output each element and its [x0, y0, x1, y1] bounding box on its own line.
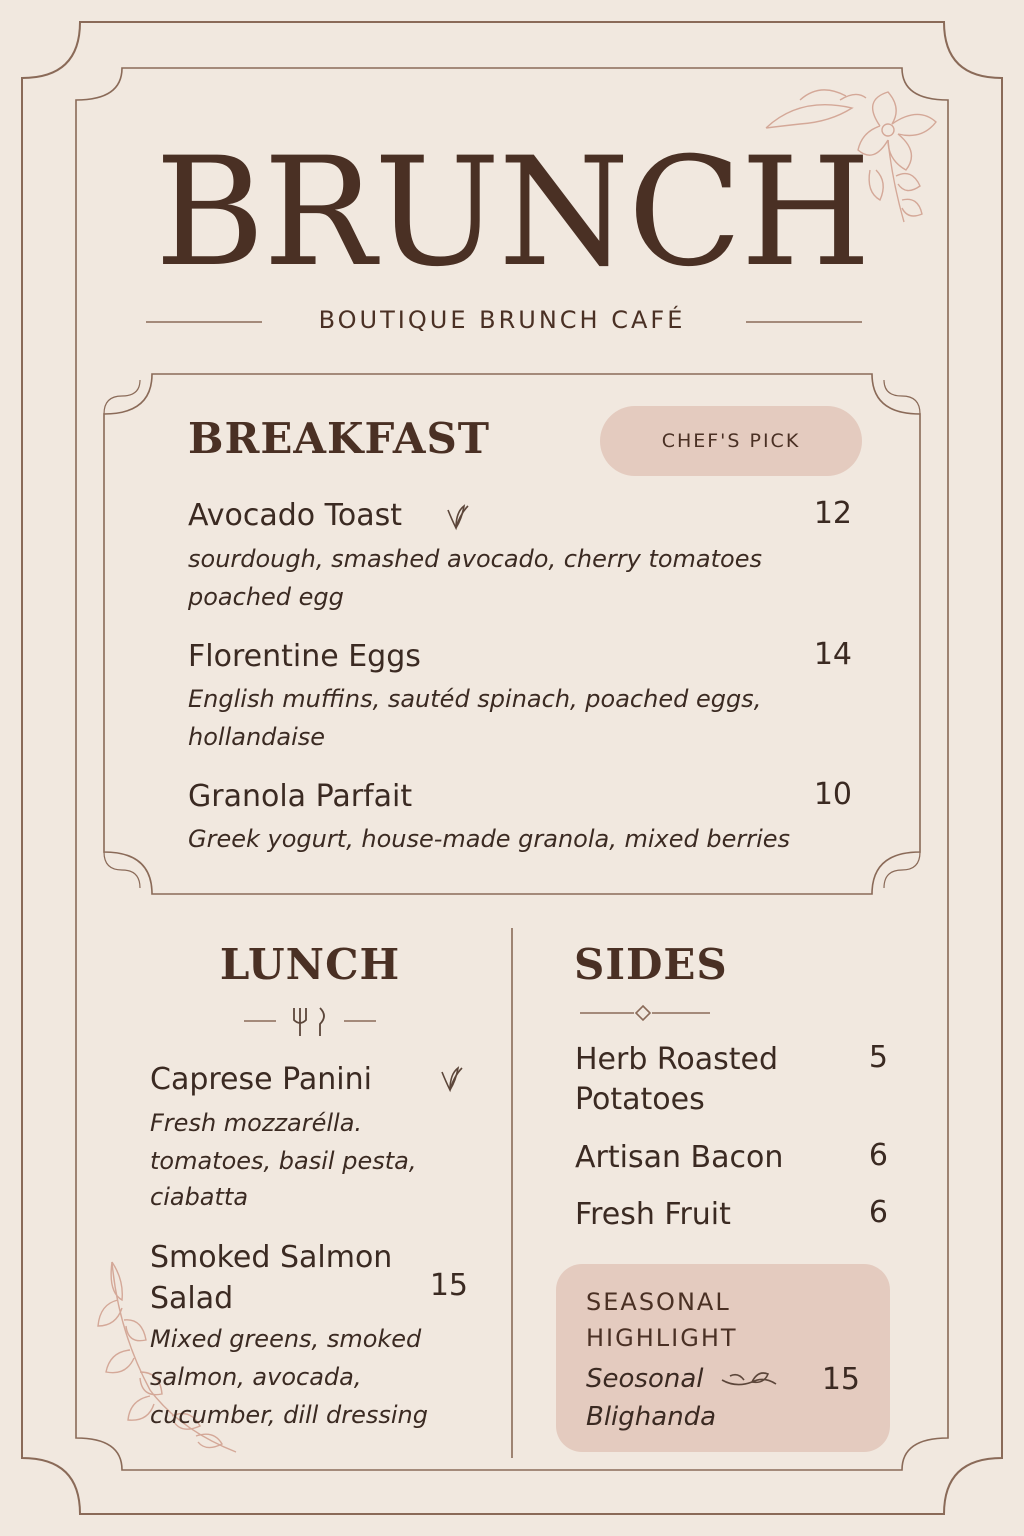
- item-name: Avocado Toast: [188, 498, 403, 533]
- item-price: 6: [868, 1138, 888, 1173]
- sides-heading: SIDES: [574, 940, 728, 989]
- page-title: BRUNCH: [154, 126, 870, 300]
- item-description: tomatoes, basil pesta,: [150, 1147, 417, 1175]
- item-price: 15: [821, 1362, 860, 1397]
- vegetarian-leaf-icon: [448, 506, 468, 528]
- seasonal-label: HIGHLIGHT: [586, 1324, 738, 1352]
- item-description: sourdough, smashed avocado, cherry tomatoes: [188, 545, 762, 573]
- item-description: ciabatta: [150, 1183, 249, 1211]
- seasonal-label: SEASONAL: [586, 1288, 731, 1316]
- item-price: 14: [813, 637, 852, 672]
- chefs-pick-badge: CHEF'S PICK: [600, 406, 862, 476]
- item-description: salmon, avocada,: [150, 1363, 362, 1391]
- item-price: 10: [813, 777, 852, 812]
- item-price: 6: [868, 1195, 888, 1230]
- item-name: Salad: [150, 1281, 234, 1316]
- cutlery-icon: [294, 1008, 324, 1036]
- garnish-leaf-icon: [720, 1366, 784, 1396]
- subtitle: BOUTIQUE BRUNCH CAFÉ: [318, 306, 686, 334]
- breakfast-heading: BREAKFAST: [188, 414, 491, 463]
- item-description: cucumber, dill dressing: [150, 1401, 428, 1429]
- vegetarian-leaf-icon: [442, 1068, 462, 1090]
- item-name: Florentine Eggs: [188, 639, 421, 674]
- diamond-ornament-icon: [636, 1006, 650, 1020]
- lunch-heading: LUNCH: [219, 940, 401, 989]
- item-name: Herb Roasted: [575, 1042, 779, 1077]
- seasonal-highlight-card: [556, 1264, 890, 1452]
- item-price: 5: [868, 1040, 888, 1075]
- item-description: Fresh mozzarélla.: [150, 1109, 363, 1137]
- item-name: Smoked Salmon: [150, 1240, 393, 1275]
- item-name: Potatoes: [575, 1082, 705, 1117]
- seasonal-item-name: Seosonal: [586, 1364, 704, 1394]
- item-description: poached egg: [188, 583, 344, 611]
- seasonal-item-name: Blighanda: [586, 1402, 717, 1432]
- item-price: 12: [813, 496, 852, 531]
- item-name: Caprese Panini: [150, 1062, 372, 1097]
- item-name: Granola Parfait: [188, 779, 413, 814]
- item-description: hollandaise: [188, 723, 326, 751]
- item-name: Artisan Bacon: [575, 1140, 784, 1175]
- item-description: Greek yogurt, house-made granola, mixed berries: [188, 825, 791, 853]
- item-name: Fresh Fruit: [575, 1197, 731, 1232]
- item-description: Mixed greens, smoked: [150, 1325, 422, 1353]
- item-price: 15: [429, 1268, 468, 1303]
- item-description: English muffins, sautéd spinach, poached eggs,: [188, 685, 762, 713]
